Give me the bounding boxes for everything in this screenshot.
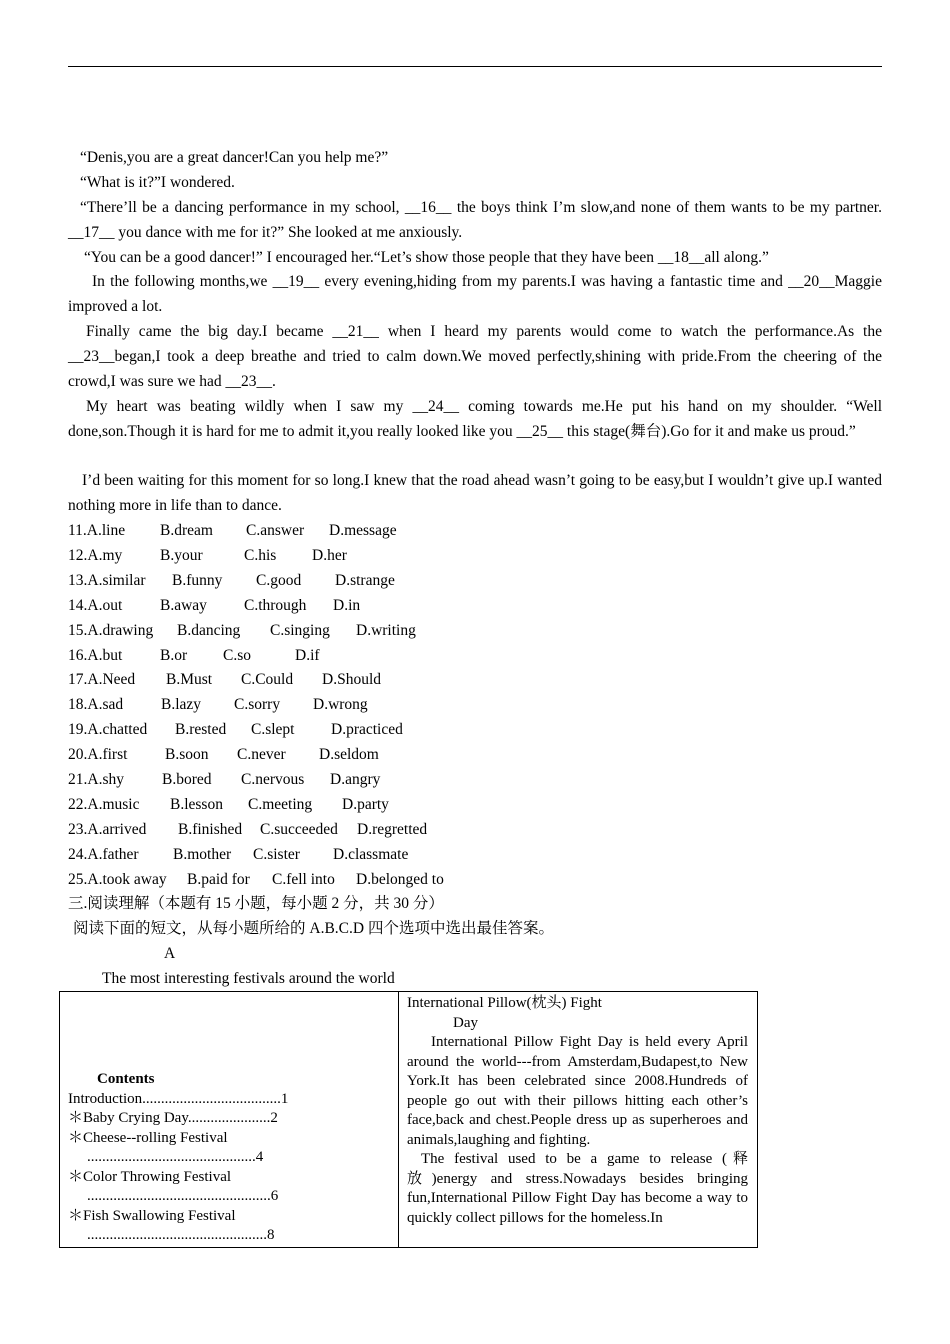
option-row-13: 13.A.similar B.funny C.good D.strange (68, 571, 395, 589)
option-row-22: 22.A.music B.lesson C.meeting D.party (68, 795, 389, 813)
option-row-23: 23.A.arrived B.finished C.succeeded D.regretted (68, 820, 428, 838)
option-row-11: 11.A.line B.dream C.answer D.message (68, 522, 397, 539)
story-paragraph-5: In the following months,we __19__ every evening,hiding from my parents.I was having a fantastic time and __20__Maggie improved a lot. (68, 273, 882, 315)
passage-title: The most interesting festivals around the world (102, 970, 395, 987)
contents-item: ＊Fish Swallowing Festival (68, 1207, 236, 1224)
option-row-16: 16.A.but B.or C.so D.if (68, 646, 320, 664)
option-row-17: 17.A.Need B.Must C.Could D.Should (68, 671, 381, 689)
contents-item: ＊Baby Crying Day......................2 (68, 1110, 278, 1126)
story-paragraph-4: “You can be a good dancer!” I encouraged her.“Let’s show those people that they have been __18__all along.” (84, 249, 769, 266)
article-paragraph-1: International Pillow Fight Day is held every April around the world---from Amsterdam,Budapest,to New York.It has been celebrated since 2008.Hundreds of people go out with their pillows hitting each other’s face,back and chest.People dress up as superheroes and animals,laughing and fighting. (407, 1034, 748, 1148)
option-row-14: 14.A.out B.away C.through D.in (68, 596, 361, 614)
option-row-20: 20.A.first B.soon C.never D.seldom (68, 746, 379, 764)
article-title: International Pillow(枕头) Fight (407, 995, 602, 1011)
story-paragraph-2: “What is it?”I wondered. (80, 174, 235, 191)
section-3-instruction: 阅读下面的短文，从每小题所给的 A.B.C.D 四个选项中选出最佳答案。 (73, 920, 554, 937)
option-row-24: 24.A.father B.mother C.sister D.classmate (68, 845, 409, 863)
contents-cell (60, 992, 399, 1248)
story-paragraph-7: My heart was beating wildly when I saw my __24__ coming towards me.He put his hand on my shoulder. “Well done,son.Though it is hard for me to admit it,you really looked like you __25__ this stage(舞台).Go for it and make us proud.” (68, 398, 882, 440)
contents-page-ref: ................................................8 (87, 1227, 275, 1243)
passage-label: A (164, 945, 176, 962)
article-title-continued: Day (453, 1014, 478, 1031)
story-paragraph-6: Finally came the big day.I became __21__ when I heard my parents would come to watch the performance.As the __23__began,I took a deep breathe and tried to calm down.We moved perfectly,shining with pride.From the cheering of the crowd,I was sure we had __23__. (68, 323, 882, 390)
article-cell (399, 992, 758, 1248)
contents-list (68, 1070, 392, 1246)
story-paragraph-1: “Denis,you are a great dancer!Can you help me?” (80, 149, 389, 166)
passage-table (59, 991, 758, 1248)
option-row-19: 19.A.chatted B.rested C.slept D.practiced (68, 721, 403, 739)
article-paragraph-2: The festival used to be a game to release (释放)energy and stress.Nowadays besides bringing fun,International Pillow Fight Day has become a way to quickly collect pillows for the homeless.In (407, 1151, 748, 1226)
contents-item: ＊Cheese--rolling Festival (68, 1129, 228, 1146)
contents-item: ＊Color Throwing Festival (68, 1168, 232, 1185)
section-3-heading: 三.阅读理解（本题有 15 小题，每小题 2 分，共 30 分） (68, 895, 444, 912)
contents-page-ref: .................................................6 (87, 1188, 279, 1204)
option-row-18: 18.A.sad B.lazy C.sorry D.wrong (68, 696, 368, 714)
option-row-15: 15.A.drawing B.dancing C.singing D.writing (68, 621, 416, 639)
options-list (68, 519, 628, 893)
contents-page-ref: .............................................4 (87, 1149, 264, 1165)
option-row-21: 21.A.shy B.bored C.nervous D.angry (68, 771, 381, 789)
option-row-25: 25.A.took away B.paid for C.fell into D.belonged to (68, 870, 444, 888)
option-row-12: 12.A.my B.your C.his D.her (68, 546, 347, 564)
story-paragraph-8: I’d been waiting for this moment for so long.I knew that the road ahead wasn’t going to be easy,but I wouldn’t give up.I wanted nothing more in life than to dance. (68, 472, 882, 514)
contents-heading: Contents (97, 1071, 155, 1087)
header-rule (68, 66, 882, 67)
story-paragraph-3: “There’ll be a dancing performance in my school, __16__ the boys think I’m slow,and none of them wants to be my partner. __17__ you dance with me for it?” She looked at me anxiously. (68, 199, 882, 241)
contents-item: Introduction.....................................1 (68, 1090, 289, 1107)
